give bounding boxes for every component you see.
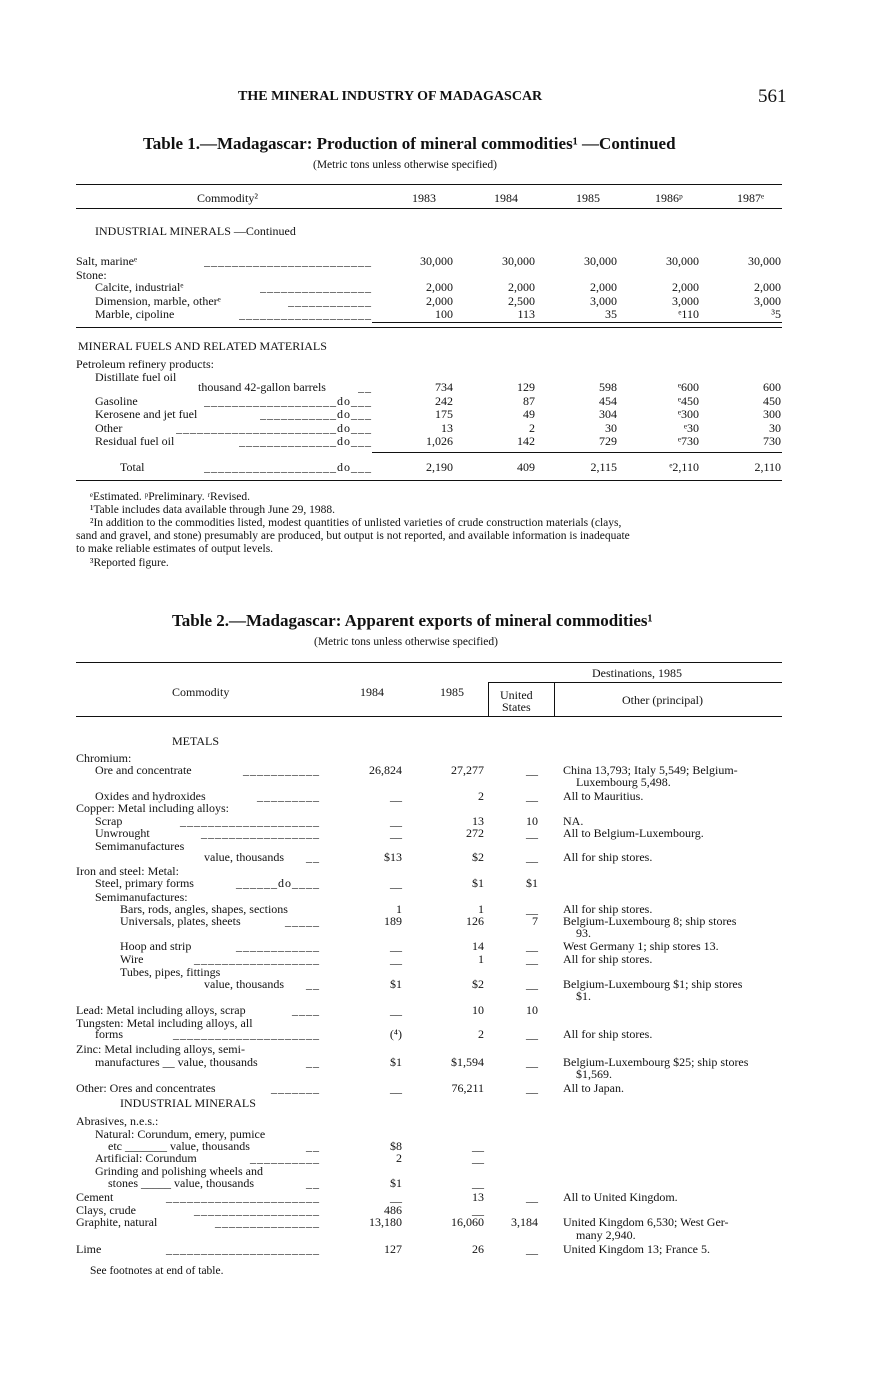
table2-value-us: __ — [526, 1242, 538, 1256]
table1-section-fuels: MINERAL FUELS AND RELATED MATERIALS — [78, 339, 327, 353]
table1-fuel-value: ᵉ30 — [683, 421, 699, 435]
table2-other-destinations: All for ship stores. — [563, 902, 653, 916]
table2-other-destinations: Luxembourg 5,498. — [576, 775, 671, 789]
table1-header-commodity: Commodity² — [197, 191, 258, 205]
table2-other-destinations: All for ship stores. — [563, 1027, 653, 1041]
table1-industrial-label: Salt, marineᵉ — [76, 254, 138, 268]
table1-header-rule — [76, 208, 782, 209]
table2-top-rule — [76, 662, 782, 663]
table1-fuel-value: 729 — [599, 434, 617, 448]
table2-other-destinations: 93. — [576, 926, 591, 940]
table2-other-destinations: All to United Kingdom. — [563, 1190, 678, 1204]
table1-industrial-label: Marble, cipoline — [95, 307, 175, 321]
table2-value-us: $1 — [526, 876, 538, 890]
table2-leader: _______ — [271, 1081, 320, 1095]
table1-fuel-value: 175 — [435, 407, 453, 421]
table2-value-us: __ — [526, 826, 538, 840]
table2-value-1984: 486 — [384, 1203, 402, 1217]
table1-fuel-label: Distillate fuel oil — [95, 370, 177, 384]
table2-leader: ______________________ — [166, 1242, 320, 1256]
table2-row — [0, 1176, 869, 1191]
table1-header-1983: 1983 — [412, 191, 436, 205]
table1-industrial-label: Dimension, marble, otherᵉ — [95, 294, 221, 308]
table1-fuel-label: Total — [120, 460, 145, 474]
table2-row — [0, 876, 869, 891]
table1-fuel-value: 598 — [599, 380, 617, 394]
table1-fuel-value: 30 — [605, 421, 617, 435]
table2-commodity: Chromium: — [76, 751, 132, 765]
table1-fuel-label: thousand 42-gallon barrels — [198, 380, 326, 394]
table1-industrial-value: 2,000 — [754, 280, 781, 294]
table2-other-destinations: NA. — [563, 814, 584, 828]
table2-commodity: Artificial: Corundum — [95, 1151, 197, 1165]
table2-value-1985: 2 — [478, 1027, 484, 1041]
table1-fuel-value: ᵉ450 — [677, 394, 699, 408]
table2-value-us: __ — [526, 952, 538, 966]
table2-value-1984: $8 — [390, 1139, 402, 1153]
table2-us-right-rule — [554, 683, 555, 716]
table1-fuel-value: 734 — [435, 380, 453, 394]
table2-header-us-1: United — [500, 688, 533, 702]
table2-value-1985: __ — [472, 1203, 484, 1217]
table2-value-1985: 126 — [466, 914, 484, 928]
table2-header-1984: 1984 — [360, 685, 384, 699]
table2-commodity: Scrap — [95, 814, 123, 828]
table2-value-1985: 27,277 — [451, 763, 484, 777]
table2-commodity: Grinding and polishing wheels and — [95, 1164, 263, 1178]
table1-fuel-value: ᵉ300 — [677, 407, 699, 421]
table2-commodity: Ore and concentrate — [95, 763, 192, 777]
table2-other-destinations: Belgium-Luxembourg 8; ship stores — [563, 914, 737, 928]
table2-leader: ____ — [292, 1003, 320, 1017]
table2-commodity: Tubes, pipes, fittings — [120, 965, 221, 979]
table2-value-1985: 13 — [472, 1190, 484, 1204]
table2-header-rule — [76, 716, 782, 717]
table2-commodity: forms — [95, 1027, 123, 1041]
table2-commodity: Oxides and hydroxides — [95, 789, 206, 803]
table1-industrial-value: 30,000 — [420, 254, 453, 268]
table2-value-1984: 13,180 — [369, 1215, 402, 1229]
table2-value-1984: $1 — [390, 977, 402, 991]
table2-value-1984: 2 — [396, 1151, 402, 1165]
table2-value-1984: __ — [390, 1081, 402, 1095]
table2-value-1985: 10 — [472, 1003, 484, 1017]
table2-commodity: Semimanufactures — [95, 839, 185, 853]
table2-other-destinations: All to Belgium-Luxembourg. — [563, 826, 704, 840]
table2-other-destinations: Belgium-Luxembourg $25; ship stores — [563, 1055, 749, 1069]
table1-industrial-row — [0, 307, 869, 322]
table1-fuel-value: 730 — [763, 434, 781, 448]
table2-header-destinations: Destinations, 1985 — [592, 666, 682, 680]
table2-value-1984: __ — [390, 1190, 402, 1204]
table2-leader: _____ — [285, 914, 320, 928]
table1-section-industrial: INDUSTRIAL MINERALS —Continued — [95, 224, 296, 238]
table2-row — [0, 1242, 869, 1257]
table2-leader: __ — [306, 1176, 320, 1190]
table1-footnote-3: ²In addition to the commodities listed, modest quantities of unlisted varieties of crude construction materials (clays, — [90, 517, 622, 529]
table2-leader: __ — [306, 1055, 320, 1069]
table2-subtitle: (Metric tons unless otherwise specified) — [314, 636, 498, 648]
table2-other-destinations: All to Mauritius. — [563, 789, 644, 803]
table2-value-1984: __ — [390, 952, 402, 966]
table2-value-us: __ — [526, 850, 538, 864]
table2-header-other: Other (principal) — [622, 693, 703, 707]
table1-fuel-value: 304 — [599, 407, 617, 421]
table2-value-1985: __ — [472, 1151, 484, 1165]
table1-industrial-value: 2,000 — [508, 280, 535, 294]
table1-industrial-leader: ___________________ — [239, 307, 372, 321]
table1-industrial-value: ³5 — [771, 307, 781, 321]
table2-value-us: 7 — [532, 914, 538, 928]
table1-footnote-6: ³Reported figure. — [90, 557, 169, 569]
table2-value-1984: __ — [390, 1003, 402, 1017]
table1-footnote-2: ¹Table includes data available through June 29, 1988. — [90, 504, 336, 516]
table2-leader: ____________________ — [180, 814, 320, 828]
table2-value-1984: $1 — [390, 1176, 402, 1190]
table1-industrial-value: 30,000 — [584, 254, 617, 268]
table2-value-1984: 26,824 — [369, 763, 402, 777]
table2-value-1985: __ — [472, 1139, 484, 1153]
table2-value-1984: 127 — [384, 1242, 402, 1256]
table2-commodity: Universals, plates, sheets — [120, 914, 241, 928]
table2-value-1984: 189 — [384, 914, 402, 928]
table2-other-destinations: many 2,940. — [576, 1228, 636, 1242]
table2-section-metals: METALS — [172, 734, 220, 748]
table2-other-destinations: China 13,793; Italy 5,549; Belgium- — [563, 763, 738, 777]
table2-value-us: __ — [526, 1081, 538, 1095]
table1-industrial-value: 30,000 — [666, 254, 699, 268]
table2-other-destinations: $1. — [576, 989, 591, 1003]
table2-commodity: Zinc: Metal including alloys, semi- — [76, 1042, 245, 1056]
table1-industrial-value: ᵉ110 — [678, 307, 699, 321]
table2-row — [0, 1228, 869, 1243]
table1-fuel-leader: ___________________do___ — [204, 460, 372, 474]
table1-fuel-value: 1,026 — [426, 434, 453, 448]
table2-value-us: 10 — [526, 814, 538, 828]
table2-row — [0, 1067, 869, 1082]
running-head: THE MINERAL INDUSTRY OF MADAGASCAR — [238, 89, 543, 104]
table2-row — [0, 1081, 869, 1096]
table2-leader: _________________ — [201, 826, 320, 840]
table1-fuel-value: 129 — [517, 380, 535, 394]
table2-value-us: __ — [526, 1190, 538, 1204]
table2-leader: __________________ — [194, 952, 320, 966]
table2-commodity: Natural: Corundum, emery, pumice — [95, 1127, 266, 1141]
table2-leader: _______________ — [215, 1215, 320, 1229]
table2-commodity: Copper: Metal including alloys: — [76, 801, 229, 815]
table1-fuel-row — [0, 380, 869, 395]
table2-leader: __________ — [250, 1151, 320, 1165]
table2-other-destinations: All for ship stores. — [563, 850, 653, 864]
table1-fuel-value: 450 — [763, 394, 781, 408]
table1-fuel-value: 2,115 — [590, 460, 617, 474]
table1-fuel-value: 87 — [523, 394, 535, 408]
table2-value-1984: __ — [390, 789, 402, 803]
table2-other-destinations: Belgium-Luxembourg $1; ship stores — [563, 977, 743, 991]
table1-fuel-row — [0, 407, 869, 422]
table1-industrial-leader: ____________ — [288, 294, 372, 308]
table2-leader: ___________ — [243, 763, 320, 777]
table1-bottom-rule — [76, 480, 782, 481]
table1-industrial-value: 100 — [435, 307, 453, 321]
table1-footnote-1: ᵉEstimated. ᵖPreliminary. ʳRevised. — [90, 491, 250, 503]
table1-fuel-label: Residual fuel oil — [95, 434, 175, 448]
table2-title: Table 2.—Madagascar: Apparent exports of mineral commodities¹ — [172, 611, 653, 630]
table2-leader: _________ — [257, 789, 320, 803]
table1-industrial-value: 3,000 — [590, 294, 617, 308]
table2-leader: ______do____ — [236, 876, 320, 890]
table2-section-industrial: INDUSTRIAL MINERALS — [120, 1096, 256, 1110]
table1-fuel-value: 30 — [769, 421, 781, 435]
table2-commodity: Iron and steel: Metal: — [76, 864, 179, 878]
table2-commodity: manufactures __ value, thousands — [95, 1055, 258, 1069]
table2-value-us: __ — [526, 939, 538, 953]
table1-industrial-value: 2,000 — [426, 280, 453, 294]
table2-value-1985: 26 — [472, 1242, 484, 1256]
page-number: 561 — [758, 86, 787, 107]
table2-other-destinations: United Kingdom 6,530; West Ger- — [563, 1215, 729, 1229]
table2-other-destinations: All for ship stores. — [563, 952, 653, 966]
table2-header-commodity: Commodity — [172, 685, 230, 699]
table2-row — [0, 775, 869, 790]
table1-fuel-leader: ______________do___ — [239, 434, 372, 448]
table1-fuel-value: 409 — [517, 460, 535, 474]
table1-industrial-label: Stone: — [76, 268, 107, 282]
table2-value-1985: $2 — [472, 850, 484, 864]
table2-commodity: Lead: Metal including alloys, scrap — [76, 1003, 246, 1017]
table1-industrial-value: 2,000 — [426, 294, 453, 308]
table2-commodity: Graphite, natural — [76, 1215, 158, 1229]
table2-other-destinations: United Kingdom 13; France 5. — [563, 1242, 710, 1256]
table2-us-left-rule — [488, 683, 489, 716]
table1-industrial-value: 30,000 — [502, 254, 535, 268]
table2-leader: ____________ — [236, 939, 320, 953]
table1-header-1987: 1987ᵉ — [737, 191, 765, 205]
table2-value-1985: 14 — [472, 939, 484, 953]
table2-commodity: Wire — [120, 952, 144, 966]
table1-fuel-value: 600 — [763, 380, 781, 394]
table2-value-us: __ — [526, 1027, 538, 1041]
table2-commodity: Cement — [76, 1190, 114, 1204]
table2-commodity: Clays, crude — [76, 1203, 136, 1217]
table1-fuel-label: Other — [95, 421, 123, 435]
table2-dest-rule — [488, 682, 782, 683]
table2-other-destinations: $1,569. — [576, 1067, 612, 1081]
table2-value-1985: 1 — [478, 952, 484, 966]
table2-other-destinations: All to Japan. — [563, 1081, 624, 1095]
table2-value-us: 3,184 — [511, 1215, 538, 1229]
table2-value-1985: __ — [472, 1176, 484, 1190]
table2-value-1985: $1 — [472, 876, 484, 890]
table2-row — [0, 989, 869, 1004]
table1-fuel-row — [0, 434, 869, 449]
table2-value-us: __ — [526, 789, 538, 803]
table2-commodity: value, thousands — [204, 977, 284, 991]
table1-fuel-value: 300 — [763, 407, 781, 421]
table1-mid-rule-2 — [76, 327, 782, 328]
table2-value-1984: __ — [390, 826, 402, 840]
table2-value-1985: 1 — [478, 902, 484, 916]
table2-value-1984: (⁴) — [389, 1027, 402, 1041]
table1-industrial-value: 3,000 — [672, 294, 699, 308]
table1-industrial-row — [0, 254, 869, 269]
table1-fuel-leader: ___________________do___ — [204, 394, 372, 408]
table2-leader: __ — [306, 850, 320, 864]
table2-value-1984: __ — [390, 814, 402, 828]
table1-fuel-value: ᵉ730 — [677, 434, 699, 448]
table2-commodity: etc _______ value, thousands — [108, 1139, 250, 1153]
table1-industrial-value: 3,000 — [754, 294, 781, 308]
table1-footnote-4: sand and gravel, and stone) presumably are produced, but output is not reported, and available information is inadequate — [76, 530, 630, 542]
table1-fuel-leader: __ — [358, 380, 372, 394]
table2-commodity: Lime — [76, 1242, 102, 1256]
table1-fuel-value: 454 — [599, 394, 617, 408]
table2-leader: __ — [306, 1139, 320, 1153]
table1-fuel-value: 2,190 — [426, 460, 453, 474]
table2-commodity: stones _____ value, thousands — [108, 1176, 254, 1190]
table1-fuel-label: Gasoline — [95, 394, 138, 408]
table1-industrial-value: 2,000 — [672, 280, 699, 294]
table2-header-us-2: States — [502, 700, 531, 714]
table1-industrial-leader: ________________________ — [204, 254, 372, 268]
table2-commodity: Semimanufactures: — [95, 890, 188, 904]
table1-fuel-row — [0, 460, 869, 475]
table2-value-us: __ — [526, 902, 538, 916]
table1-fuel-value: 242 — [435, 394, 453, 408]
table2-commodity: Hoop and strip — [120, 939, 192, 953]
table1-fuel-leader: _______________________do___ — [176, 421, 372, 435]
table2-value-us: __ — [526, 763, 538, 777]
table1-industrial-value: 35 — [605, 307, 617, 321]
table2-leader: _____________________ — [173, 1027, 320, 1041]
table2-value-1985: 272 — [466, 826, 484, 840]
table1-subtitle: (Metric tons unless otherwise specified) — [313, 159, 497, 171]
table2-value-1985: $2 — [472, 977, 484, 991]
table2-value-1984: 1 — [396, 902, 402, 916]
table1-fuel-value: 2,110 — [754, 460, 781, 474]
table2-value-1985: 13 — [472, 814, 484, 828]
table1-fuel-leader: ___________do___ — [260, 407, 372, 421]
table2-value-1985: $1,594 — [451, 1055, 484, 1069]
table2-row — [0, 850, 869, 865]
table2-value-1984: $13 — [384, 850, 402, 864]
table2-commodity: Unwrought — [95, 826, 150, 840]
table2-commodity: value, thousands — [204, 850, 284, 864]
table1-industrial-value: 2,500 — [508, 294, 535, 308]
table2-leader: __________________ — [194, 1203, 320, 1217]
table1-top-rule — [76, 184, 782, 185]
table1-footnote-5: to make reliable estimates of output levels. — [76, 543, 274, 555]
table2-commodity: Abrasives, n.e.s.: — [76, 1114, 159, 1128]
table1-industrial-value: 30,000 — [748, 254, 781, 268]
table1-industrial-value: 113 — [517, 307, 535, 321]
table2-commodity: Bars, rods, angles, shapes, sections — [120, 902, 288, 916]
table1-fuel-label: Petroleum refinery products: — [76, 357, 214, 371]
table2-leader: __ — [306, 977, 320, 991]
table1-fuel-value: 49 — [523, 407, 535, 421]
table2-value-us: 10 — [526, 1003, 538, 1017]
table2-value-us: __ — [526, 977, 538, 991]
table1-industrial-row — [0, 280, 869, 295]
table2-value-us: __ — [526, 1055, 538, 1069]
table1-title: Table 1.—Madagascar: Production of mineral commodities¹ —Continued — [143, 134, 676, 153]
table2-commodity: Tungsten: Metal including alloys, all — [76, 1016, 253, 1030]
table1-fuel-value: 13 — [441, 421, 453, 435]
table1-total-rule — [372, 452, 782, 453]
table2-value-1985: 16,060 — [451, 1215, 484, 1229]
table1-industrial-leader: ________________ — [260, 280, 372, 294]
table2-value-1984: __ — [390, 876, 402, 890]
table1-mid-rule-1 — [372, 322, 782, 323]
table2-header-1985: 1985 — [440, 685, 464, 699]
table1-header-1986: 1986ᵖ — [655, 191, 683, 205]
table2-value-1984: $1 — [390, 1055, 402, 1069]
table1-fuel-value: ᵉ600 — [677, 380, 699, 394]
table2-commodity: Other: Ores and concentrates — [76, 1081, 216, 1095]
table1-fuel-value: 2 — [529, 421, 535, 435]
table2-leader: ______________________ — [166, 1190, 320, 1204]
table1-industrial-value: 2,000 — [590, 280, 617, 294]
table1-fuel-value: 142 — [517, 434, 535, 448]
table2-other-destinations: West Germany 1; ship stores 13. — [563, 939, 719, 953]
table2-value-1985: 76,211 — [451, 1081, 484, 1095]
table2-row — [0, 1027, 869, 1042]
table2-footer-note: See footnotes at end of table. — [90, 1265, 224, 1277]
table1-header-1985: 1985 — [576, 191, 600, 205]
table2-value-1985: 2 — [478, 789, 484, 803]
table1-header-1984: 1984 — [494, 191, 518, 205]
table2-value-1984: __ — [390, 939, 402, 953]
table2-commodity: Steel, primary forms — [95, 876, 194, 890]
table1-industrial-label: Calcite, industrialᵉ — [95, 280, 184, 294]
table1-fuel-label: Kerosene and jet fuel — [95, 407, 198, 421]
table1-fuel-value: ᵉ2,110 — [669, 460, 699, 474]
